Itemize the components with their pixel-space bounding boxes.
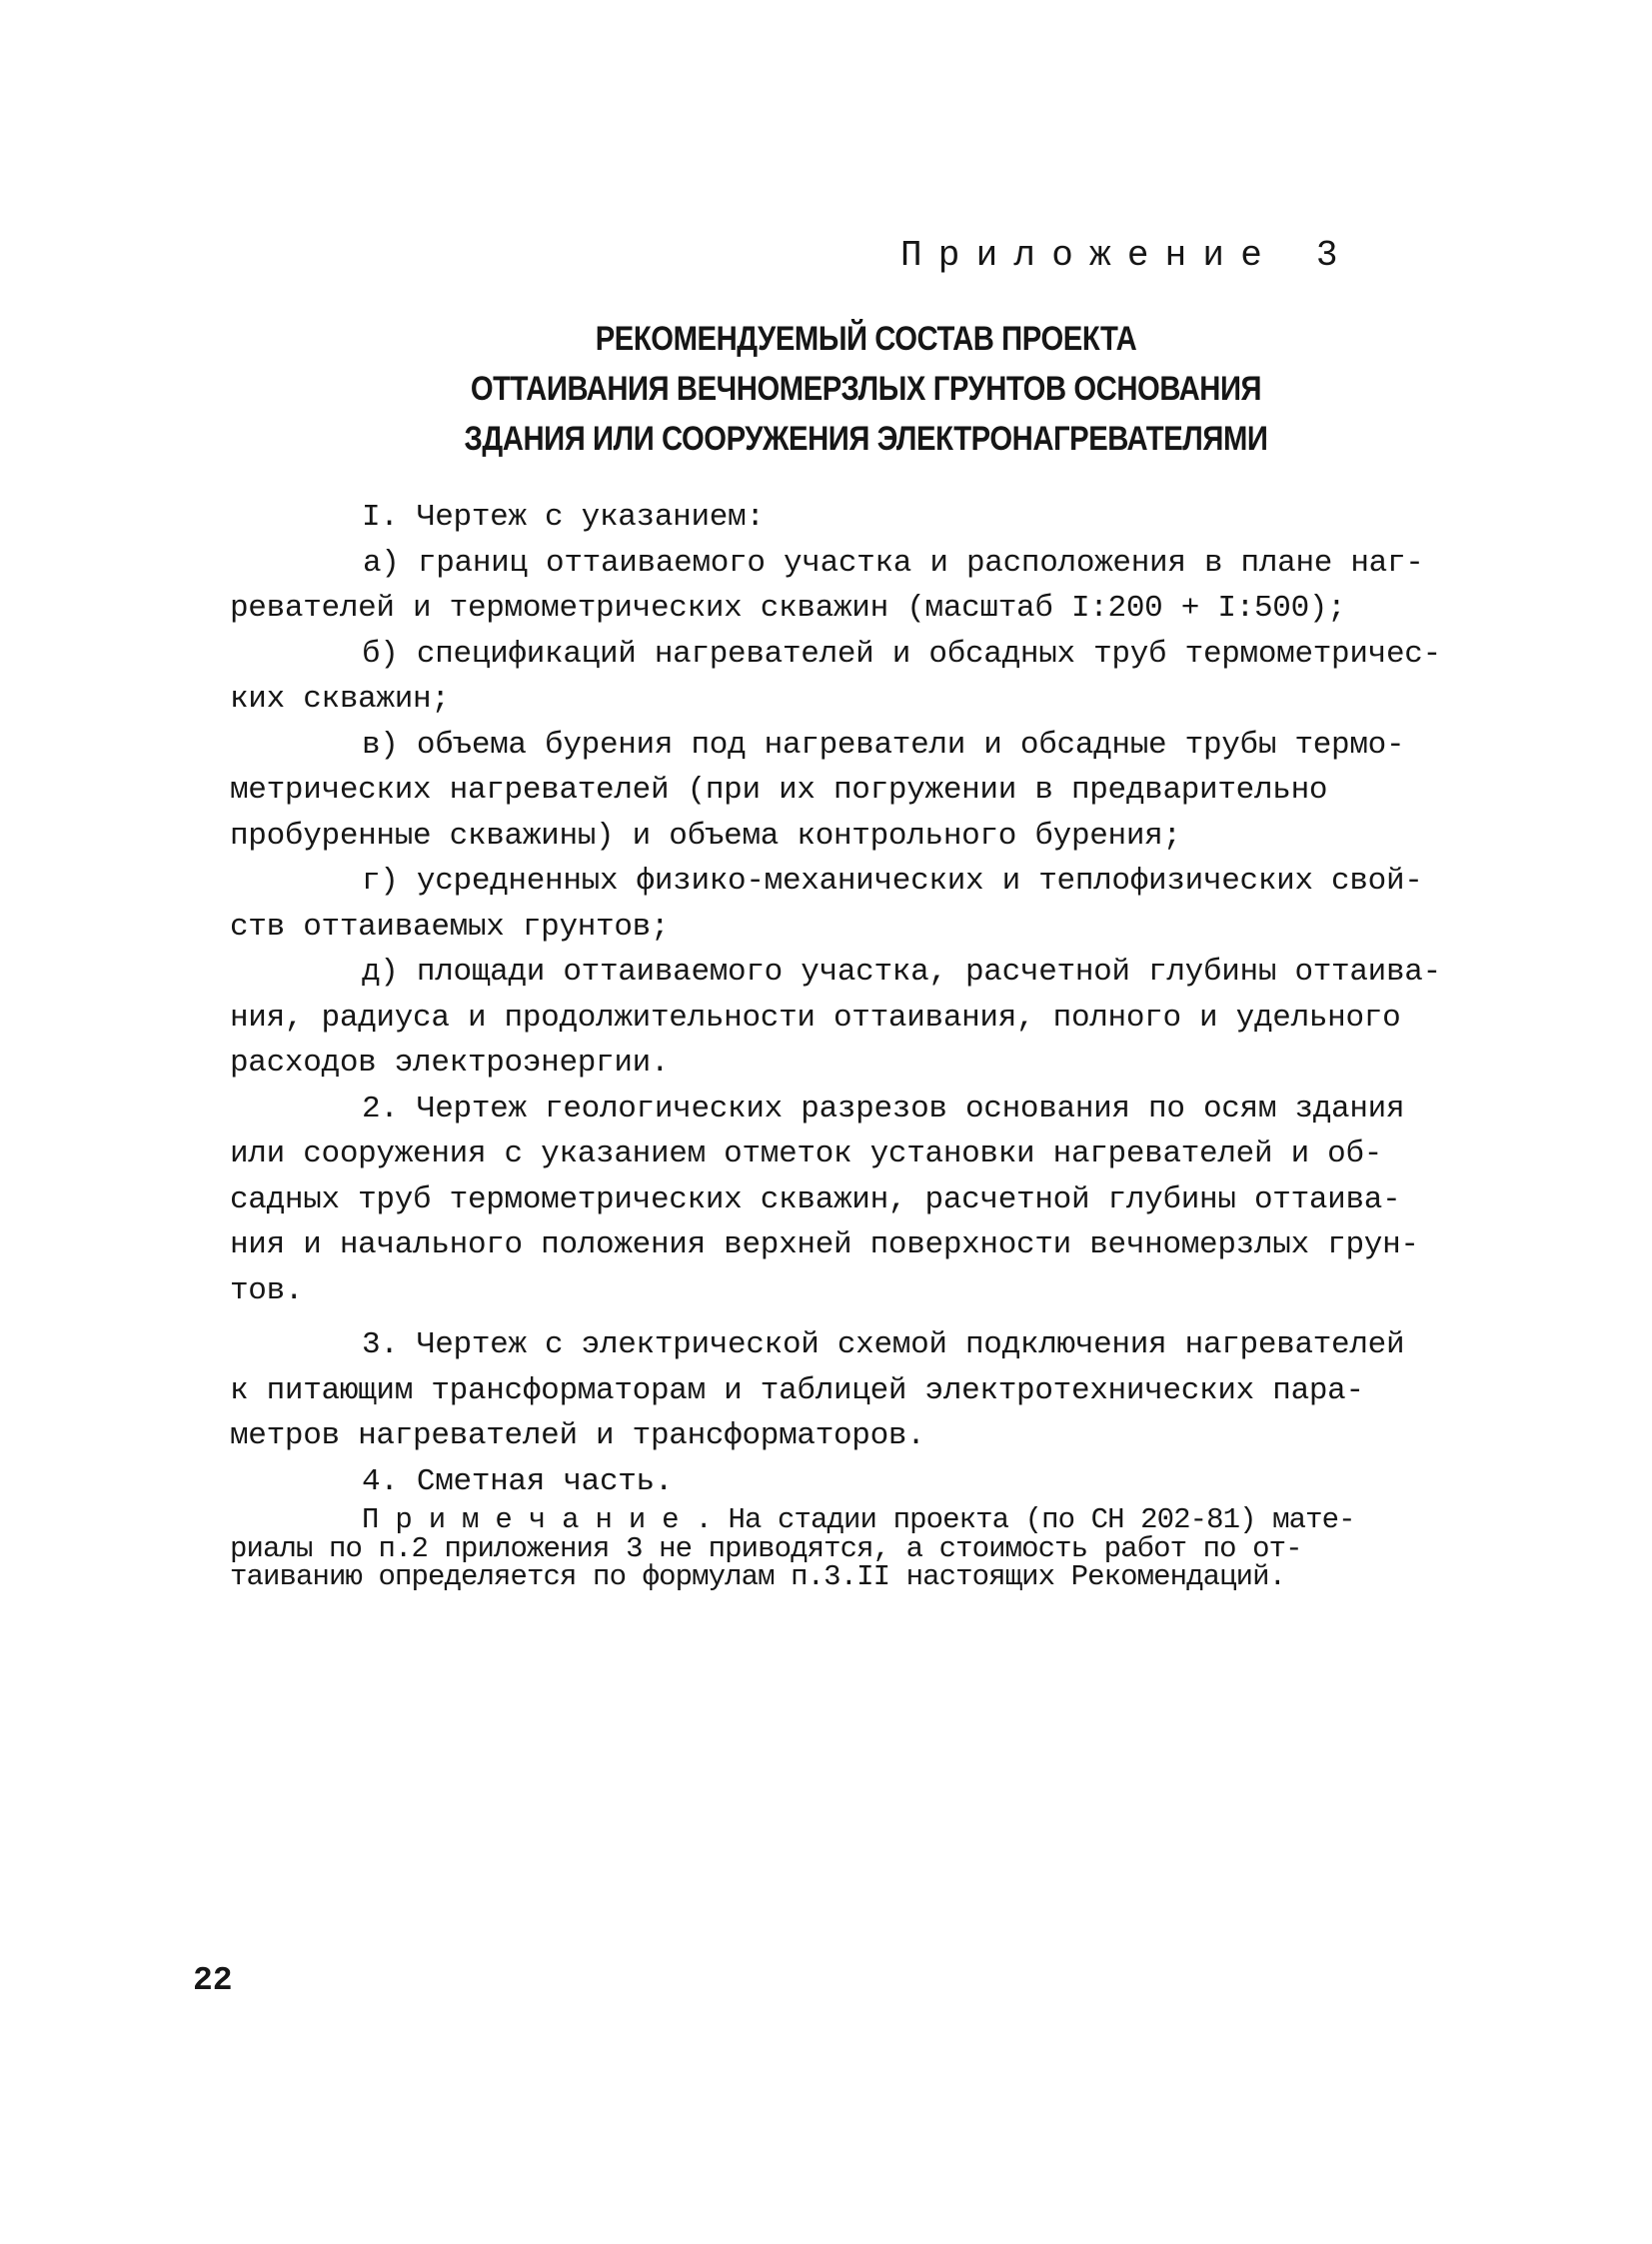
paragraph-line: г) усредненных физико-механических и теплофизических свой- xyxy=(362,864,1423,899)
item-1-sub-d xyxy=(230,950,1441,1087)
paragraph-line: расходов электроэнергии. xyxy=(230,1046,670,1081)
item-1-sub-a xyxy=(230,541,1424,632)
paragraph-line: или сооружения с указанием отметок установки нагревателей и об- xyxy=(230,1136,1383,1171)
item-4 xyxy=(230,1459,1419,1505)
note-first-line xyxy=(230,1503,1419,1536)
paragraph-line: метрических нагревателей (при их погружении в предварительно xyxy=(230,773,1328,808)
note-line: таиванию определяется по формулам п.3.II настоящих Рекомендаций. xyxy=(230,1560,1286,1593)
document-body xyxy=(230,495,1441,1593)
item-2 xyxy=(230,1087,1419,1314)
paragraph-line: к питающим трансформаторам и таблицей электротехнических пара- xyxy=(230,1372,1364,1408)
paragraph-line: 2. Чертеж геологических разрезов основания по осям здания xyxy=(362,1091,1405,1126)
paragraph-gap xyxy=(230,1313,1419,1322)
item-3 xyxy=(230,1322,1419,1459)
paragraph-line: ния и начального положения верхней поверхности вечномерзлых грун- xyxy=(230,1227,1419,1262)
title-line: ОТТАИВАНИЯ ВЕЧНОМЕРЗЛЫХ ГРУНТОВ ОСНОВАНИЯ xyxy=(470,370,1262,408)
paragraph-line: д) площади оттаиваемого участка, расчетной глубины оттаива- xyxy=(362,955,1441,990)
paragraph-line: б) спецификаций нагревателей и обсадных труб термометричес- xyxy=(362,636,1441,672)
paragraph-line: метров нагревателей и трансформаторов. xyxy=(230,1418,925,1453)
paragraph-line: ния, радиуса и продолжительности оттаивания, полного и удельного xyxy=(230,1000,1401,1036)
item-1-sub-v xyxy=(230,723,1419,860)
item-1-heading: I. Чертеж с указанием: xyxy=(362,500,765,535)
note-line: риалы по п.2 приложения 3 не приводятся, а стоимость работ по от- xyxy=(230,1531,1302,1565)
paragraph-line: ких скважин; xyxy=(230,682,450,717)
paragraph-line: садных труб термометрических скважин, расчетной глубины оттаива- xyxy=(230,1181,1401,1217)
title-line: РЕКОМЕНДУЕМЫЙ СОСТАВ ПРОЕКТА xyxy=(595,320,1137,358)
item-1-sub-b xyxy=(230,632,1441,723)
document-title xyxy=(0,314,1652,464)
note xyxy=(230,1503,1419,1593)
paragraph-line: 3. Чертеж с электрической схемой подключения нагревателей xyxy=(362,1327,1405,1362)
paragraph-line: тов. xyxy=(230,1272,304,1308)
paragraph-line: 4. Сметная часть. xyxy=(362,1463,674,1499)
paragraph-line: в) объема бурения под нагреватели и обсадные трубы термо- xyxy=(362,727,1405,763)
appendix-label: Приложение xyxy=(900,235,1279,276)
paragraph-line: а) границ оттаиваемого участка и расположения в плане наг- xyxy=(363,545,1424,581)
paragraph-line: ств оттаиваемых грунтов; xyxy=(230,909,670,945)
appendix-heading xyxy=(900,226,1354,286)
item-1 xyxy=(230,495,1419,541)
page-number: 22 xyxy=(193,1962,233,1999)
note-text: . На стадии проекта (по СН 202-81) мате- xyxy=(695,1503,1355,1536)
paragraph-line: ревателей и термометрических скважин (масштаб I:200 + I:500); xyxy=(230,591,1346,626)
item-1-sub-g xyxy=(230,859,1423,950)
title-line: ЗДАНИЯ ИЛИ СООРУЖЕНИЯ ЭЛЕКТРОНАГРЕВАТЕЛЯМИ xyxy=(464,420,1268,458)
paragraph-line: пробуренные скважины) и объема контрольного бурения; xyxy=(230,818,1181,854)
note-label: Примечание xyxy=(362,1503,696,1536)
appendix-number: 3 xyxy=(1315,235,1354,276)
